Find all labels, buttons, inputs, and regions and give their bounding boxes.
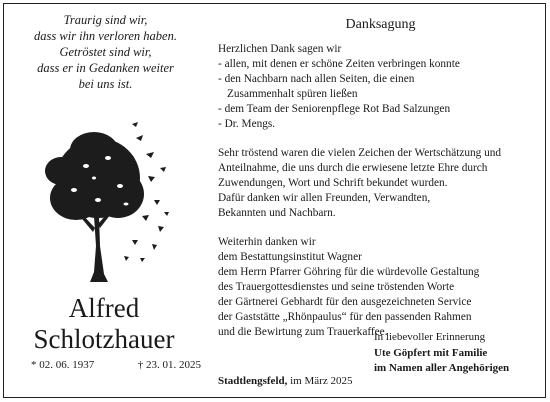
text-line: dem Bestattungsinstitut Wagner	[218, 251, 362, 263]
poem-line: dass er in Gedanken weiter	[37, 61, 174, 75]
notice-body	[218, 42, 543, 340]
text-line: - allen, mit denen er schöne Zeiten verbringen konnte	[218, 58, 460, 70]
poem-line: bei uns ist.	[78, 77, 133, 91]
paragraph-gap	[218, 132, 543, 146]
signer-line: Ute Göpfert mit Familie	[374, 346, 488, 359]
paragraph-gap	[218, 221, 543, 235]
text-line: und die Bewirtung zum Trauerkaffee.	[218, 326, 388, 338]
text-line: - Dr. Mengs.	[218, 118, 276, 130]
text-line: Zuwendungen, Wort und Schrift bekundet wurden.	[218, 177, 448, 189]
date: im März 2025	[290, 375, 353, 387]
first-name: Alfred	[68, 293, 140, 323]
signer-line: im Namen aller Angehörigen	[374, 362, 510, 374]
poem-line: Getröstet sind wir,	[59, 45, 152, 59]
text-line: Herzlichen Dank sagen wir	[218, 43, 342, 55]
closing-signature	[374, 330, 509, 377]
obituary-frame	[3, 3, 546, 398]
text-line: Dafür danken wir allen Freunden, Verwandten,	[218, 192, 431, 204]
poem-line: Traurig sind wir,	[63, 13, 148, 27]
notice-title: Danksagung	[345, 17, 416, 32]
text-line: der Gaststätte „Rhönpaulus“ für den passenden Rahmen	[218, 311, 472, 323]
tree-illustration	[36, 116, 176, 288]
text-line: Sehr tröstend waren die vielen Zeichen der Wertschätzung und	[218, 147, 502, 159]
text-line: Weiterhin danken wir	[218, 236, 316, 248]
closing-intro: In liebevoller Erinnerung	[374, 331, 486, 343]
text-line: Bekannten und Nachbarn.	[218, 207, 336, 219]
text-line: Zusammenhalt spüren ließen	[227, 88, 358, 100]
birth-date: * 02. 06. 1937	[31, 359, 95, 371]
place-date	[218, 375, 352, 387]
text-line: der Gärtnerei Gebhardt für den ausgezeichneten Service	[218, 296, 472, 308]
text-line: des Trauergottesdienstes und seine tröstenden Worte	[218, 281, 455, 293]
text-line: - den Nachbarn nach allen Seiten, die einen	[218, 73, 415, 85]
poem	[8, 12, 203, 92]
left-column	[4, 4, 204, 397]
text-line: dem Herrn Pfarrer Göhring für die würdevolle Gestaltung	[218, 266, 480, 278]
right-column	[218, 4, 543, 397]
text-line: - dem Team der Seniorenpflege Rot Bad Salzungen	[218, 103, 451, 115]
last-name: Schlotzhauer	[33, 324, 175, 354]
death-date: † 23. 01. 2025	[137, 359, 201, 371]
place: Stadtlengsfeld,	[218, 375, 288, 387]
life-dates	[31, 359, 201, 371]
text-line: Anteilnahme, die uns durch die erwiesene letzte Ehre durch	[218, 162, 488, 174]
poem-line: dass wir ihn verloren haben.	[34, 29, 177, 43]
